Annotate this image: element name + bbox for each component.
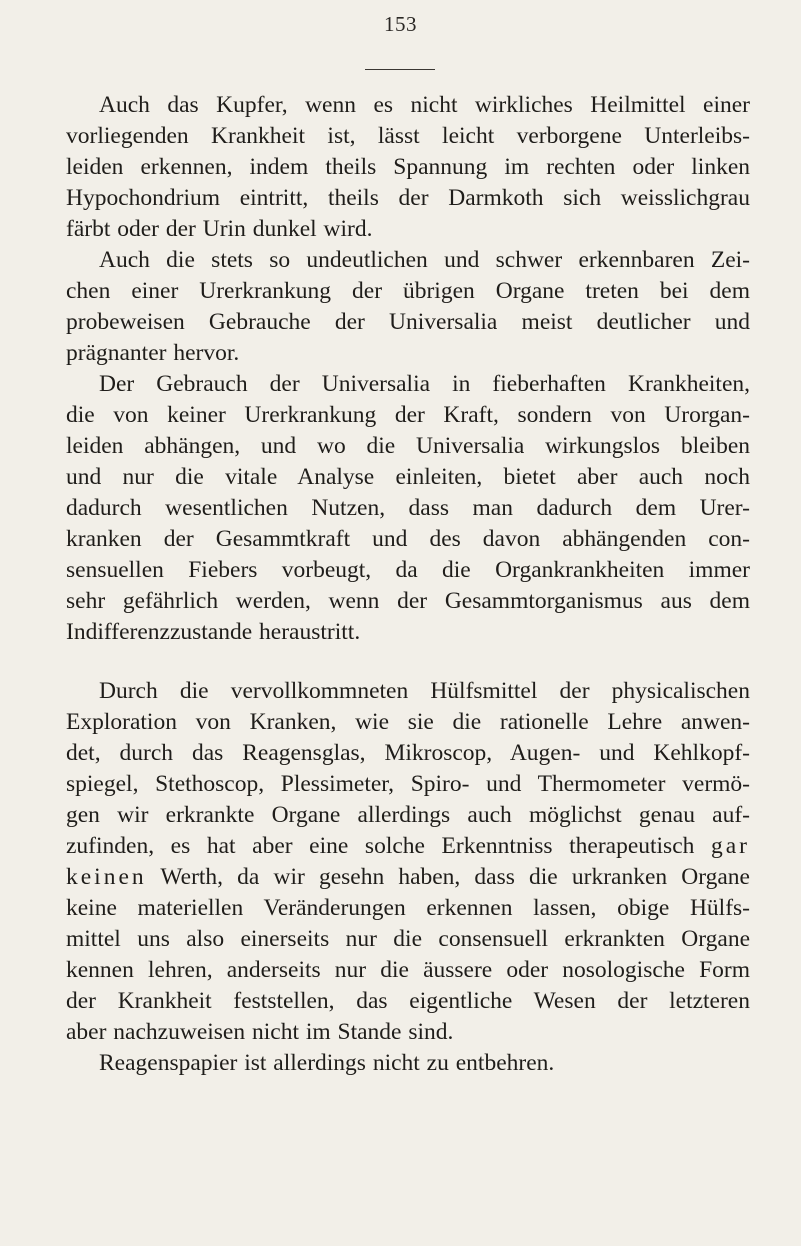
text-line-part: Werth, da wir gesehn haben, dass die urkranken Organe: [160, 864, 750, 890]
page-number: 153: [384, 12, 417, 36]
body-text: [66, 90, 750, 1079]
page-number-rule: [365, 69, 435, 70]
text-line: Reagenspapier ist allerdings nicht zu entbehren.: [99, 1050, 555, 1076]
text-line: Der Gebrauch der Universalia in fieberhaften Krankheiten,: [99, 371, 750, 397]
text-line: und nur die vitale Analyse einleiten, bietet aber auch noch: [66, 464, 750, 490]
emphasized-word: gar: [710, 833, 750, 859]
paragraph: [66, 1048, 750, 1079]
text-line: spiegel, Stethoscop, Plessimeter, Spiro- und Thermometer vermö-: [66, 771, 750, 797]
text-line: kennen lehren, anderseits nur die äussere oder nosologische Form: [66, 957, 750, 983]
emphasized-word: keinen: [66, 864, 147, 890]
text-line: mittel uns also einerseits nur die consensuell erkrankten Organe: [66, 926, 750, 952]
text-line: der Krankheit feststellen, das eigentliche Wesen der letzteren: [66, 988, 750, 1014]
text-line-with-emphasis: [66, 862, 750, 893]
text-line: keine materiellen Veränderungen erkennen lassen, obige Hülfs-: [66, 895, 750, 921]
text-line: die von keiner Urerkrankung der Kraft, sondern von Urorgan-: [66, 402, 750, 428]
text-line: sehr gefährlich werden, wenn der Gesammtorganismus aus dem: [66, 588, 750, 614]
text-line: kranken der Gesammtkraft und des davon abhängenden con-: [66, 526, 750, 552]
text-line: vorliegenden Krankheit ist, lässt leicht verborgene Unterleibs-: [66, 123, 750, 149]
text-line: Hypochondrium eintritt, theils der Darmkoth sich weisslichgrau: [66, 185, 750, 211]
text-line: leiden erkennen, indem theils Spannung im rechten oder linken: [66, 154, 750, 180]
paragraph: [66, 245, 750, 369]
paragraph-gap: [66, 648, 750, 676]
text-line: det, durch das Reagensglas, Mikroscop, Augen- und Kehlkopf-: [66, 740, 750, 766]
paragraph: [66, 90, 750, 245]
text-line-with-emphasis: [66, 831, 750, 862]
text-line: leiden abhängen, und wo die Universalia wirkungslos bleiben: [66, 433, 750, 459]
text-line: Indifferenzzustande heraustritt.: [66, 619, 361, 645]
text-line: aber nachzuweisen nicht im Stande sind.: [66, 1019, 454, 1045]
text-line: chen einer Urerkrankung der übrigen Organe treten bei dem: [66, 278, 750, 304]
text-line: gen wir erkrankte Organe allerdings auch möglichst genau auf-: [66, 802, 750, 828]
paragraph: [66, 369, 750, 648]
text-line: Auch das Kupfer, wenn es nicht wirkliches Heilmittel einer: [99, 92, 750, 118]
text-line: Auch die stets so undeutlichen und schwer erkennbaren Zei-: [99, 247, 750, 273]
text-line: sensuellen Fiebers vorbeugt, da die Organkrankheiten immer: [66, 557, 750, 583]
text-line: prägnanter hervor.: [66, 340, 240, 366]
paragraph: [66, 676, 750, 1048]
text-line: Durch die vervollkommneten Hülfsmittel der physicalischen: [99, 678, 750, 704]
text-line-part: zufinden, es hat aber eine solche Erkenntniss therapeutisch: [66, 833, 695, 859]
text-line: probeweisen Gebrauche der Universalia meist deutlicher und: [66, 309, 750, 335]
text-line: färbt oder der Urin dunkel wird.: [66, 216, 373, 242]
text-line: Exploration von Kranken, wie sie die rationelle Lehre anwen-: [66, 709, 750, 735]
text-line: dadurch wesentlichen Nutzen, dass man dadurch dem Urer-: [66, 495, 750, 521]
